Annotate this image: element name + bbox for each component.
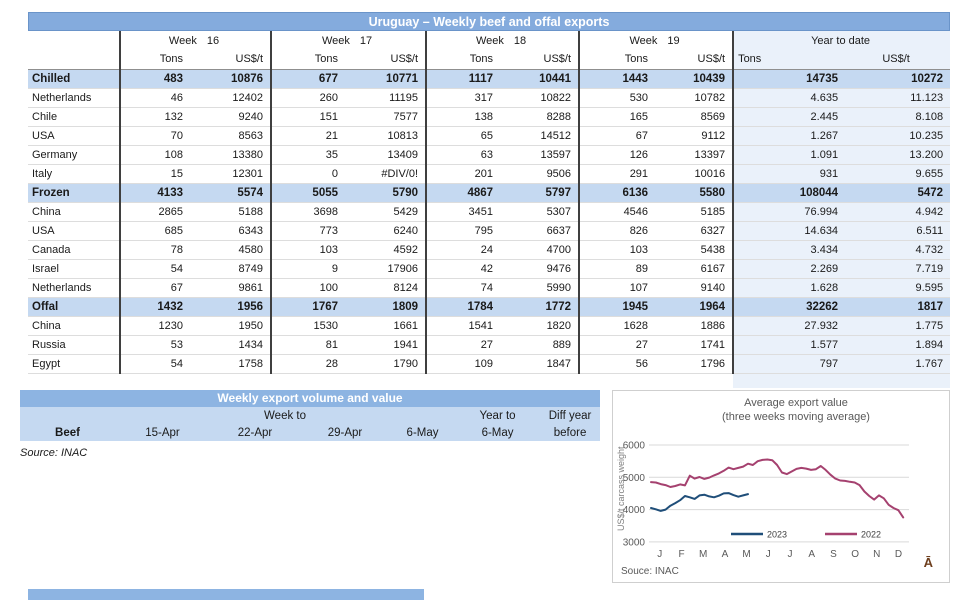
table-row-canada xyxy=(28,240,950,259)
x-tick-label: M xyxy=(699,549,708,560)
ytd-value-cell: 1.091 xyxy=(733,145,845,164)
value-cell: 3698 xyxy=(271,202,345,221)
ytd-value-cell: 9.655 xyxy=(845,164,950,183)
row-label: Netherlands xyxy=(28,88,120,107)
week-label: Week xyxy=(475,34,504,47)
volume-value-table-title: Weekly export volume and value xyxy=(20,390,600,407)
empty-cell xyxy=(345,373,426,388)
value-cell: 795 xyxy=(426,221,500,240)
value-cell: 1772 xyxy=(500,297,579,316)
value-cell: 108 xyxy=(120,145,190,164)
value-cell: 4580 xyxy=(190,240,271,259)
row-label: Israel xyxy=(28,259,120,278)
week-number: 16 xyxy=(206,34,220,47)
exports-table-section xyxy=(28,12,950,388)
value-cell: 100 xyxy=(271,278,345,297)
ytd-value-cell: 8.108 xyxy=(845,107,950,126)
chart-subtitle: (three weeks moving average) xyxy=(722,411,870,423)
week-header-18 xyxy=(426,31,579,50)
row-label: Chilled xyxy=(28,69,120,88)
value-cell: 530 xyxy=(579,88,655,107)
value-cell: 13397 xyxy=(655,145,733,164)
value-cell: 1628 xyxy=(579,316,655,335)
usdt-column-header: US$/t xyxy=(345,50,426,69)
row-label: Germany xyxy=(28,145,120,164)
value-cell: 7577 xyxy=(345,107,426,126)
table-row-chile xyxy=(28,107,950,126)
value-cell: 8563 xyxy=(190,126,271,145)
beef-section-label: Beef xyxy=(20,424,115,441)
table-row-china xyxy=(28,316,950,335)
value-cell: 1820 xyxy=(500,316,579,335)
x-tick-label: S xyxy=(830,549,837,560)
row-label: Egypt xyxy=(28,354,120,373)
value-cell: 6343 xyxy=(190,221,271,240)
ytd-value-cell: 1.267 xyxy=(733,126,845,145)
before-header: before xyxy=(540,424,600,441)
ytd-value-cell: 1.775 xyxy=(845,316,950,335)
week-header-17 xyxy=(271,31,426,50)
ytd-value-cell: 27.932 xyxy=(733,316,845,335)
y-tick-label: 3000 xyxy=(622,537,645,549)
series-line-2022 xyxy=(651,460,903,518)
value-cell: 78 xyxy=(120,240,190,259)
ytd-value-cell: 1.767 xyxy=(845,354,950,373)
empty-cell xyxy=(655,373,733,388)
value-cell: 9861 xyxy=(190,278,271,297)
value-cell: 9240 xyxy=(190,107,271,126)
value-cell: 6637 xyxy=(500,221,579,240)
usdt-column-header: US$/t xyxy=(190,50,271,69)
x-tick-label: J xyxy=(765,549,771,560)
week-number: 19 xyxy=(667,34,680,47)
value-cell: 3451 xyxy=(426,202,500,221)
ytd-value-cell: 2.445 xyxy=(733,107,845,126)
date-header: 22-Apr xyxy=(210,424,300,441)
value-cell: 70 xyxy=(120,126,190,145)
week-number: 17 xyxy=(359,34,373,47)
exports-table-title: Uruguay – Weekly beef and offal exports xyxy=(28,12,950,31)
empty-cell xyxy=(120,373,190,388)
export-value-chart xyxy=(612,390,950,583)
value-cell: 260 xyxy=(271,88,345,107)
value-cell: 11195 xyxy=(345,88,426,107)
row-label: Netherlands xyxy=(28,278,120,297)
year-to-date-header: Year to date xyxy=(733,31,950,50)
ytd-value-cell: 2.269 xyxy=(733,259,845,278)
ytd-value-cell: 9.595 xyxy=(845,278,950,297)
value-cell: 483 xyxy=(120,69,190,88)
value-cell: 10441 xyxy=(500,69,579,88)
ytd-value-cell: 108044 xyxy=(733,183,845,202)
value-cell: 126 xyxy=(579,145,655,164)
ytd-value-cell: 1.894 xyxy=(845,335,950,354)
value-cell: 65 xyxy=(426,126,500,145)
value-cell: 151 xyxy=(271,107,345,126)
volume-value-table xyxy=(20,407,600,441)
y-tick-label: 4000 xyxy=(622,505,645,517)
y-tick-label: 5000 xyxy=(622,472,645,484)
value-cell: 53 xyxy=(120,335,190,354)
table-row-usa xyxy=(28,126,950,145)
value-cell: 1847 xyxy=(500,354,579,373)
value-cell: 4700 xyxy=(500,240,579,259)
ytd-value-cell: 4.732 xyxy=(845,240,950,259)
value-cell: 67 xyxy=(120,278,190,297)
row-label: Frozen xyxy=(28,183,120,202)
corner-cell xyxy=(28,31,120,50)
ytd-value-cell: 13.200 xyxy=(845,145,950,164)
value-cell: 0 xyxy=(271,164,345,183)
usdt-column-header: US$/t xyxy=(655,50,733,69)
value-cell: #DIV/0! xyxy=(345,164,426,183)
value-cell: 14512 xyxy=(500,126,579,145)
value-cell: 165 xyxy=(579,107,655,126)
value-cell: 8124 xyxy=(345,278,426,297)
value-cell: 5797 xyxy=(500,183,579,202)
value-cell: 1790 xyxy=(345,354,426,373)
ytd-value-cell: 6.511 xyxy=(845,221,950,240)
ytd-value-cell: 14.634 xyxy=(733,221,845,240)
value-cell: 89 xyxy=(579,259,655,278)
value-cell: 21 xyxy=(271,126,345,145)
ytd-value-cell: 76.994 xyxy=(733,202,845,221)
empty-cell xyxy=(190,373,271,388)
ytd-value-cell: 14735 xyxy=(733,69,845,88)
tons-column-header: Tons xyxy=(426,50,500,69)
date-header: 6-May xyxy=(390,424,455,441)
ytd-value-cell: 1817 xyxy=(845,297,950,316)
diff-year-header: Diff year xyxy=(540,407,600,424)
value-cell: 13409 xyxy=(345,145,426,164)
table-source-note: Source: INAC xyxy=(20,447,88,459)
value-cell: 5438 xyxy=(655,240,733,259)
value-cell: 1809 xyxy=(345,297,426,316)
table-row-netherlands xyxy=(28,278,950,297)
ytd-value-cell: 1.628 xyxy=(733,278,845,297)
ytd-empty-cell xyxy=(733,373,845,388)
value-cell: 4546 xyxy=(579,202,655,221)
value-cell: 1758 xyxy=(190,354,271,373)
value-cell: 56 xyxy=(579,354,655,373)
chart-source-note: Souce: INAC xyxy=(621,566,679,577)
value-cell: 889 xyxy=(500,335,579,354)
empty-cell xyxy=(271,373,345,388)
value-cell: 67 xyxy=(579,126,655,145)
value-cell: 10876 xyxy=(190,69,271,88)
value-cell: 109 xyxy=(426,354,500,373)
value-cell: 1541 xyxy=(426,316,500,335)
x-tick-label: A xyxy=(808,549,816,560)
x-tick-label: F xyxy=(678,549,685,560)
value-cell: 6167 xyxy=(655,259,733,278)
x-tick-label: J xyxy=(787,549,793,560)
value-cell: 10771 xyxy=(345,69,426,88)
table-row-frozen xyxy=(28,183,950,202)
value-cell: 4592 xyxy=(345,240,426,259)
table-row-chilled xyxy=(28,69,950,88)
value-cell: 10813 xyxy=(345,126,426,145)
value-cell: 685 xyxy=(120,221,190,240)
value-cell: 2865 xyxy=(120,202,190,221)
value-cell: 27 xyxy=(426,335,500,354)
empty-cell xyxy=(426,373,500,388)
row-label: USA xyxy=(28,221,120,240)
week-label: Week xyxy=(629,34,658,47)
value-cell: 201 xyxy=(426,164,500,183)
value-cell: 15 xyxy=(120,164,190,183)
tons-column-header: Tons xyxy=(579,50,655,69)
row-label: Canada xyxy=(28,240,120,259)
value-cell: 54 xyxy=(120,354,190,373)
week-header-row xyxy=(28,31,950,50)
value-cell: 10822 xyxy=(500,88,579,107)
table-row-usa xyxy=(28,221,950,240)
value-cell: 107 xyxy=(579,278,655,297)
ytd-value-cell: 11.123 xyxy=(845,88,950,107)
value-cell: 5580 xyxy=(655,183,733,202)
row-label: Chile xyxy=(28,107,120,126)
table-row-russia xyxy=(28,335,950,354)
value-cell: 138 xyxy=(426,107,500,126)
empty-cell xyxy=(579,373,655,388)
value-cell: 4133 xyxy=(120,183,190,202)
year-date-header: 6-May xyxy=(455,424,540,441)
ytd-value-cell: 1.577 xyxy=(733,335,845,354)
value-cell: 132 xyxy=(120,107,190,126)
row-label: China xyxy=(28,202,120,221)
value-cell: 5307 xyxy=(500,202,579,221)
row-label: Offal xyxy=(28,297,120,316)
ytd-value-cell: 32262 xyxy=(733,297,845,316)
table-tail-row xyxy=(28,373,950,388)
value-cell: 8569 xyxy=(655,107,733,126)
value-cell: 6327 xyxy=(655,221,733,240)
table-row-offal xyxy=(28,297,950,316)
value-cell: 74 xyxy=(426,278,500,297)
row-label: Russia xyxy=(28,335,120,354)
corner-cell xyxy=(28,50,120,69)
week-header-19 xyxy=(579,31,733,50)
value-cell: 42 xyxy=(426,259,500,278)
value-cell: 1767 xyxy=(271,297,345,316)
exports-table xyxy=(28,31,950,388)
value-cell: 826 xyxy=(579,221,655,240)
logo-glyph: Ā xyxy=(923,555,933,570)
value-cell: 317 xyxy=(426,88,500,107)
value-cell: 5185 xyxy=(655,202,733,221)
value-cell: 63 xyxy=(426,145,500,164)
value-cell: 1945 xyxy=(579,297,655,316)
value-cell: 27 xyxy=(579,335,655,354)
ytd-value-cell: 7.719 xyxy=(845,259,950,278)
legend-label-2023: 2023 xyxy=(767,529,788,540)
ytd-value-cell: 3.434 xyxy=(733,240,845,259)
value-cell: 1661 xyxy=(345,316,426,335)
ytd-value-cell: 4.635 xyxy=(733,88,845,107)
tons-column-header: Tons xyxy=(120,50,190,69)
value-cell: 1230 xyxy=(120,316,190,335)
week-label: Week xyxy=(168,34,197,47)
chart-title: Average export value xyxy=(744,397,848,409)
value-cell: 10439 xyxy=(655,69,733,88)
table-row-china xyxy=(28,202,950,221)
usdt-column-header: US$/t xyxy=(500,50,579,69)
value-cell: 1741 xyxy=(655,335,733,354)
value-cell: 1796 xyxy=(655,354,733,373)
value-cell: 1530 xyxy=(271,316,345,335)
legend-label-2022: 2022 xyxy=(861,529,882,540)
value-cell: 1941 xyxy=(345,335,426,354)
ytd-value-cell: 10272 xyxy=(845,69,950,88)
value-cell: 1886 xyxy=(655,316,733,335)
value-cell: 81 xyxy=(271,335,345,354)
series-line-2023 xyxy=(651,493,748,511)
ytd-empty-cell xyxy=(845,373,950,388)
date-header: 15-Apr xyxy=(115,424,210,441)
next-section-title-bar xyxy=(28,589,424,600)
value-cell: 5990 xyxy=(500,278,579,297)
value-cell: 17906 xyxy=(345,259,426,278)
value-cell: 1956 xyxy=(190,297,271,316)
ytd-value-cell: 797 xyxy=(733,354,845,373)
table-row-israel xyxy=(28,259,950,278)
week-to-header: Week to xyxy=(115,407,455,424)
value-cell: 12301 xyxy=(190,164,271,183)
value-cell: 8749 xyxy=(190,259,271,278)
value-cell: 5055 xyxy=(271,183,345,202)
value-cell: 103 xyxy=(271,240,345,259)
year-to-header: Year to xyxy=(455,407,540,424)
ytd-value-cell: 931 xyxy=(733,164,845,183)
value-cell: 9476 xyxy=(500,259,579,278)
value-cell: 8288 xyxy=(500,107,579,126)
value-cell: 1434 xyxy=(190,335,271,354)
ytd-value-cell: 4.942 xyxy=(845,202,950,221)
corner-cell xyxy=(20,407,115,424)
empty-cell xyxy=(500,373,579,388)
value-cell: 9 xyxy=(271,259,345,278)
empty-cell xyxy=(28,373,120,388)
value-cell: 1432 xyxy=(120,297,190,316)
value-cell: 24 xyxy=(426,240,500,259)
row-label: USA xyxy=(28,126,120,145)
value-cell: 28 xyxy=(271,354,345,373)
volume-value-table-section xyxy=(20,390,600,459)
date-header-row xyxy=(20,424,600,441)
value-cell: 773 xyxy=(271,221,345,240)
table-row-italy xyxy=(28,164,950,183)
ytd-tons-header: Tons xyxy=(733,50,845,69)
value-cell: 10782 xyxy=(655,88,733,107)
value-cell: 5574 xyxy=(190,183,271,202)
value-cell: 9112 xyxy=(655,126,733,145)
week-header-16 xyxy=(120,31,271,50)
week-number: 18 xyxy=(513,34,527,47)
value-cell: 4867 xyxy=(426,183,500,202)
x-tick-label: O xyxy=(851,549,859,560)
ytd-value-cell: 10.235 xyxy=(845,126,950,145)
value-cell: 9506 xyxy=(500,164,579,183)
tons-column-header: Tons xyxy=(271,50,345,69)
value-cell: 10016 xyxy=(655,164,733,183)
group-header-row xyxy=(20,407,600,424)
value-cell: 677 xyxy=(271,69,345,88)
table-row-germany xyxy=(28,145,950,164)
date-header: 29-Apr xyxy=(300,424,390,441)
chart-y-axis-label: US$/t carcass weight xyxy=(616,446,626,532)
value-cell: 6136 xyxy=(579,183,655,202)
value-cell: 1784 xyxy=(426,297,500,316)
value-cell: 1443 xyxy=(579,69,655,88)
value-cell: 5188 xyxy=(190,202,271,221)
x-tick-label: J xyxy=(657,549,663,560)
value-cell: 54 xyxy=(120,259,190,278)
value-cell: 6240 xyxy=(345,221,426,240)
value-cell: 103 xyxy=(579,240,655,259)
ytd-usdt-header: US$/t xyxy=(845,50,950,69)
units-header-row xyxy=(28,50,950,69)
row-label: Italy xyxy=(28,164,120,183)
value-cell: 291 xyxy=(579,164,655,183)
value-cell: 46 xyxy=(120,88,190,107)
table-row-egypt xyxy=(28,354,950,373)
value-cell: 1950 xyxy=(190,316,271,335)
value-cell: 12402 xyxy=(190,88,271,107)
value-cell: 35 xyxy=(271,145,345,164)
week-label: Week xyxy=(321,34,350,47)
value-cell: 13380 xyxy=(190,145,271,164)
value-cell: 1964 xyxy=(655,297,733,316)
value-cell: 1117 xyxy=(426,69,500,88)
value-cell: 5790 xyxy=(345,183,426,202)
row-label: China xyxy=(28,316,120,335)
ytd-value-cell: 5472 xyxy=(845,183,950,202)
table-row-netherlands xyxy=(28,88,950,107)
x-tick-label: D xyxy=(894,549,903,560)
x-tick-label: M xyxy=(742,549,751,560)
value-cell: 9140 xyxy=(655,278,733,297)
x-tick-label: N xyxy=(873,549,881,560)
x-tick-label: A xyxy=(721,549,729,560)
y-tick-label: 6000 xyxy=(622,440,645,452)
value-cell: 5429 xyxy=(345,202,426,221)
value-cell: 13597 xyxy=(500,145,579,164)
